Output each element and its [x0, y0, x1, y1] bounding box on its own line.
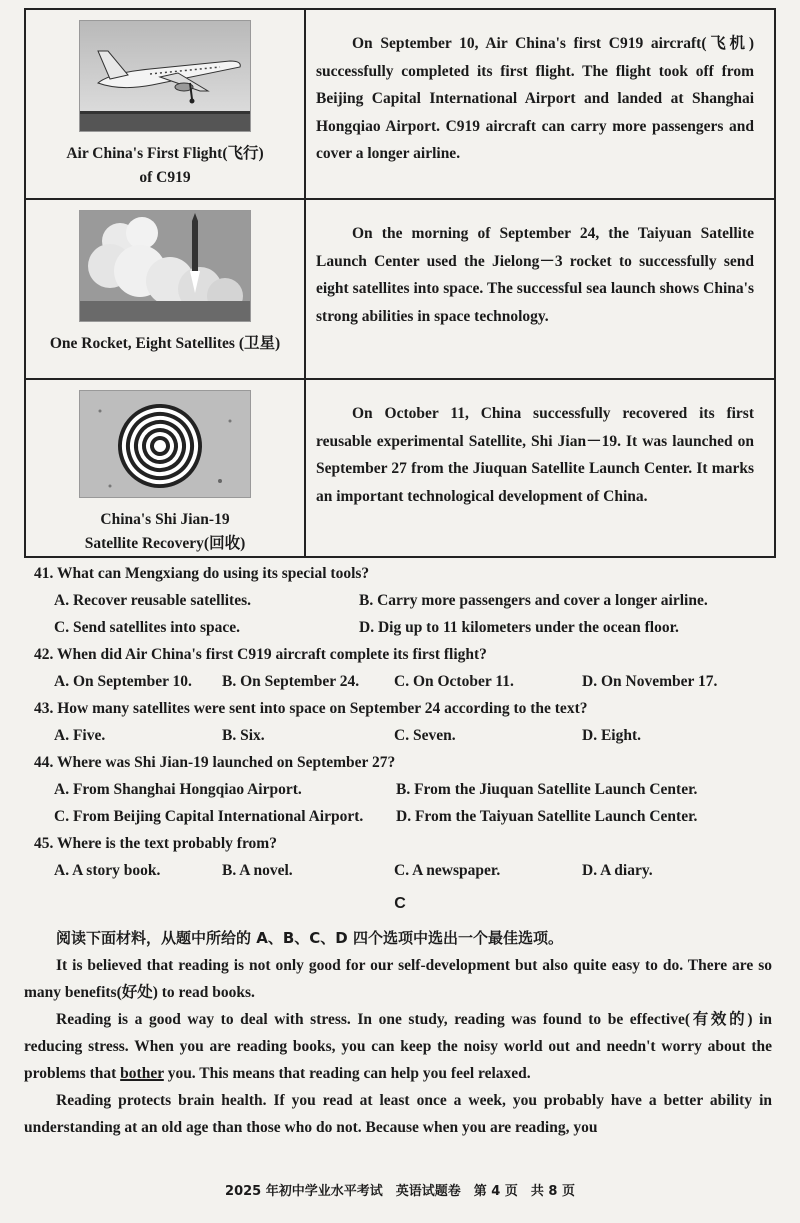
- caption-line: China's Shi Jian-19: [100, 511, 230, 528]
- caption-line: Satellite Recovery(回收): [84, 535, 246, 552]
- question-stem: 45. Where is the text probably from?: [34, 835, 277, 852]
- option-a[interactable]: A. Recover reusable satellites.: [54, 592, 252, 609]
- news-caption: [85, 508, 246, 556]
- option-d[interactable]: D. Eight.: [582, 727, 641, 744]
- option-d[interactable]: D. A diary.: [582, 862, 653, 879]
- news-caption: [66, 142, 263, 190]
- options: [34, 857, 774, 884]
- news-table: [24, 8, 776, 558]
- paragraph-text: you. This means that reading can help you feel relaxed.: [163, 1065, 531, 1082]
- option-c[interactable]: C. Seven.: [394, 727, 456, 744]
- option-b[interactable]: B. On September 24.: [222, 673, 360, 690]
- caption-line: of C919: [139, 169, 191, 186]
- option-d[interactable]: D. On November 17.: [582, 673, 718, 690]
- option-c[interactable]: C. A newspaper.: [394, 862, 501, 879]
- section-heading: C: [394, 895, 406, 912]
- section-instruction: 阅读下面材料，从题中所给的 A、B、C、D 四个选项中选出一个最佳选项。: [56, 929, 563, 947]
- caption-line: One Rocket, Eight Satellites (卫星): [49, 335, 281, 352]
- caption-line: Air China's First Flight(飞行): [66, 145, 264, 162]
- rocket-launch-photo: [79, 210, 251, 322]
- passage-paragraph-1: It is believed that reading is not only good for our self-development but also quite easy to do. There are so many benefits(好处) to read books.: [24, 957, 772, 1001]
- passage-paragraph-2: [24, 1006, 772, 1087]
- question-stem: 43. How many satellites were sent into space on September 24 according to the text?: [34, 700, 588, 717]
- news-text: On September 10, Air China's first C919 aircraft(飞机) successfully completed its first flight. The flight took off from Beijing Capital International Airport and landed at Shanghai Hongqiao Airport. C919 aircraft can carry more passengers and cover a longer airline.: [316, 35, 754, 162]
- question-stem: 41. What can Mengxiang do using its special tools?: [34, 565, 370, 582]
- question-stem: 42. When did Air China's first C919 aircraft complete its first flight?: [34, 646, 487, 663]
- options: [34, 722, 774, 749]
- news-row-rocket: [26, 200, 774, 380]
- rocket-smoke-icon: [80, 211, 250, 321]
- parachute-target-icon: [80, 391, 250, 498]
- satellite-recovery-photo: [79, 390, 251, 498]
- question-45: [34, 830, 774, 884]
- news-image-cell: [26, 10, 306, 198]
- option-b[interactable]: B. Carry more passengers and cover a longer airline.: [359, 592, 708, 609]
- news-image-cell: [26, 200, 306, 378]
- question-stem: 44. Where was Shi Jian-19 launched on September 27?: [34, 754, 396, 771]
- option-c[interactable]: C. Send satellites into space.: [54, 619, 240, 636]
- option-b[interactable]: B. From the Jiuquan Satellite Launch Center.: [396, 781, 698, 798]
- options: [34, 776, 774, 830]
- option-a[interactable]: A. Five.: [54, 727, 106, 744]
- news-text: On the morning of September 24, the Taiyuan Satellite Launch Center used the Jielong－3 rocket to successfully send eight satellites into space. The successful sea launch shows China's strong abilities in space technology.: [316, 225, 754, 325]
- question-44: [34, 749, 774, 830]
- options: [34, 587, 774, 641]
- airplane-icon: [80, 21, 250, 131]
- news-image-cell: [26, 380, 306, 556]
- news-row-satellite: [26, 380, 774, 556]
- underlined-word: bother: [120, 1065, 164, 1082]
- option-a[interactable]: A. A story book.: [54, 862, 161, 879]
- c919-aircraft-photo: [79, 20, 251, 132]
- option-d[interactable]: D. Dig up to 11 kilometers under the ocean floor.: [359, 619, 679, 636]
- news-caption: [50, 332, 280, 356]
- option-b[interactable]: B. A novel.: [222, 862, 293, 879]
- reading-passage: [24, 925, 772, 1141]
- question-42: [34, 641, 774, 695]
- question-43: [34, 695, 774, 749]
- question-41: [34, 560, 774, 641]
- option-c[interactable]: C. On October 11.: [394, 673, 514, 690]
- option-c[interactable]: C. From Beijing Capital International Airport.: [54, 808, 364, 825]
- page-footer: 2025 年初中学业水平考试 英语试题卷 第 4 页 共 8 页: [225, 1184, 575, 1199]
- news-row-c919: [26, 10, 774, 200]
- news-text: On October 11, China successfully recovered its first reusable experimental Satellite, Shi Jian－19. It was launched on September 27 from the Jiuquan Satellite Launch Center. It marks an important technological development of China.: [316, 405, 754, 505]
- option-d[interactable]: D. From the Taiyuan Satellite Launch Center.: [396, 808, 698, 825]
- question-list: [34, 560, 774, 884]
- options: [34, 668, 774, 695]
- passage-paragraph-3: Reading protects brain health. If you read at least once a week, you probably have a better ability in understanding at an old age than those who do not. Because when you are reading, you: [24, 1092, 772, 1136]
- option-b[interactable]: B. Six.: [222, 727, 265, 744]
- paragraph-text: Reading is a good way to deal with stress. In one study, reading was found to be effective(有效的) in reducing stress. When you are reading books, you can keep the noisy world out and needn't worry about the problems that: [24, 1011, 772, 1082]
- option-a[interactable]: A. From Shanghai Hongqiao Airport.: [54, 781, 302, 798]
- option-a[interactable]: A. On September 10.: [54, 673, 192, 690]
